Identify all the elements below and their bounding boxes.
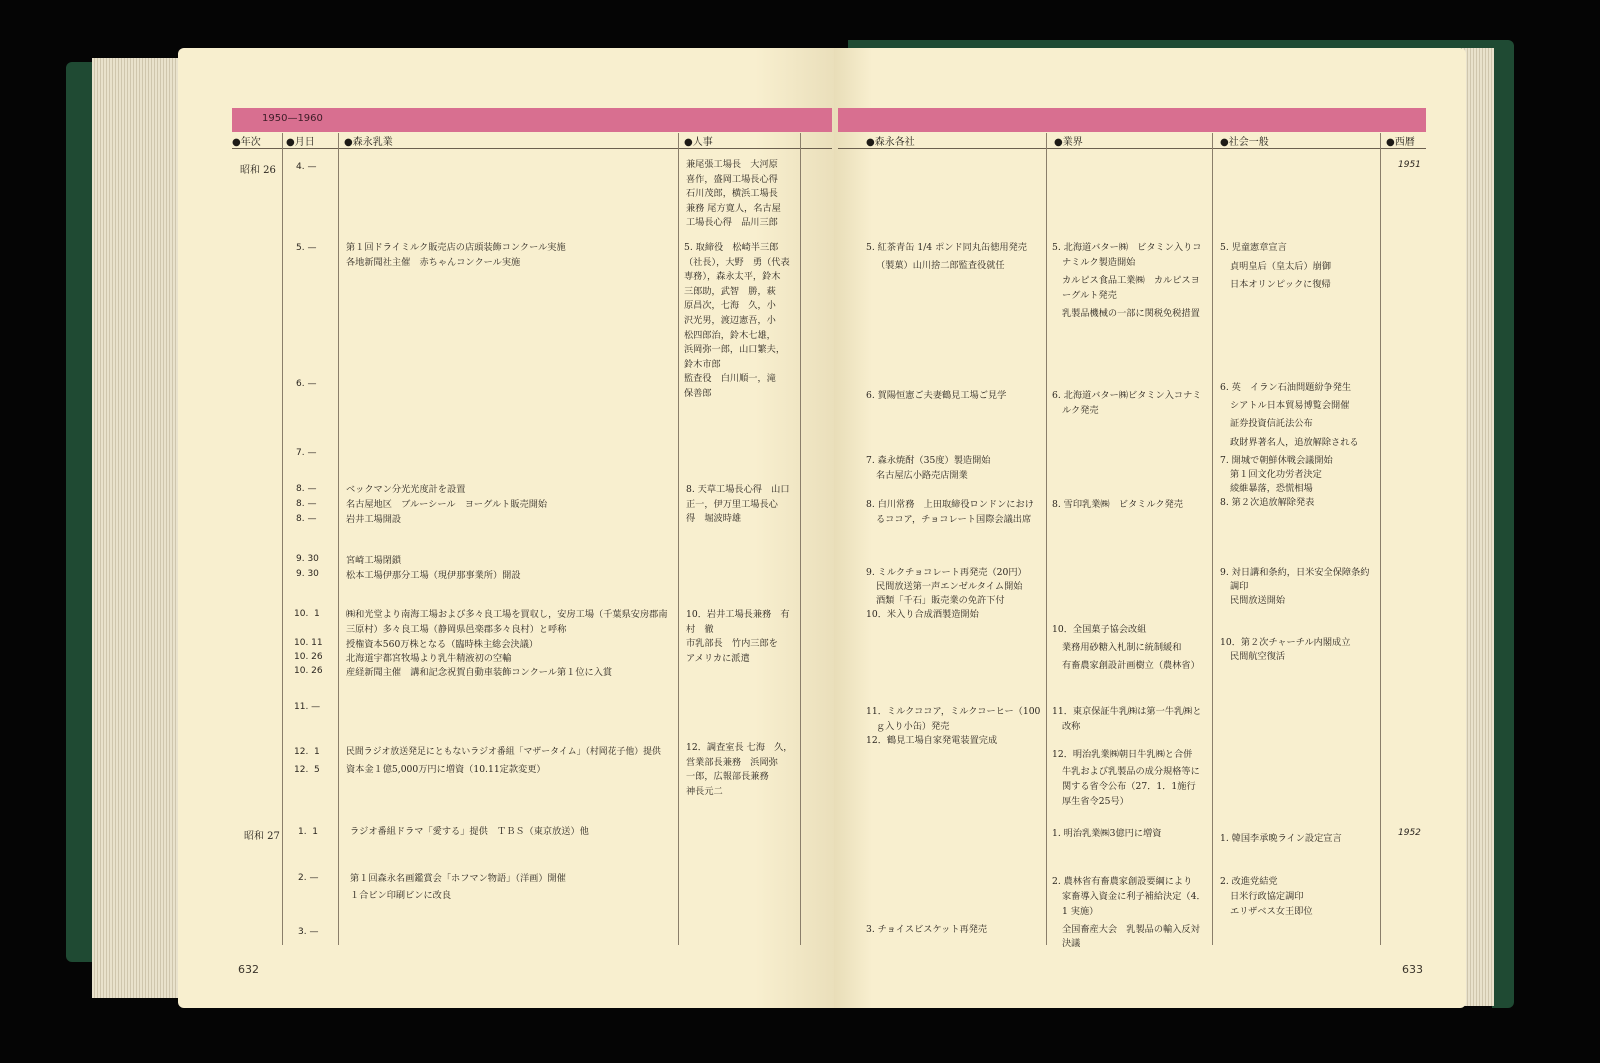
morinaga-entry: ベックマン分光光度計を設置: [346, 484, 466, 495]
society-entry: 民間放送開始: [1230, 595, 1286, 606]
group-entry: 5. 紅茶青缶 1/4 ポンド同丸缶徳用発売: [866, 242, 1027, 253]
society-entry: 民間航空復活: [1230, 651, 1286, 662]
divider: [338, 133, 339, 945]
morinaga-entry: 三原村）多々良工場（静岡県邑楽郡多々良村）と呼称: [346, 624, 567, 635]
group-entry: 8. 白川常務 上田取締役ロンドンにおけ: [866, 499, 1034, 510]
industry-entry: 1 実施）: [1062, 906, 1099, 917]
date: 10. 26: [294, 652, 323, 662]
morinaga-entry: 北海道宇都宮牧場より乳牛精液初の空輸: [346, 653, 512, 664]
industry-entry: 厚生省令25号）: [1062, 796, 1129, 807]
morinaga-entry: 宮崎工場閉鎖: [346, 555, 402, 566]
morinaga-entry: 第１回森永名画鑑賞会「ホフマン物語」（洋画）開催: [350, 873, 566, 884]
page-number-left: 632: [238, 963, 259, 976]
society-entry: シアトル日本貿易博覧会開催: [1230, 400, 1350, 411]
group-entry: 3. チョイスビスケット再発売: [866, 924, 988, 935]
date: 9. 30: [296, 569, 319, 579]
date: 10. 1: [294, 609, 320, 619]
year-label: 昭和 26: [240, 165, 276, 176]
col-header-western: ●西暦: [1386, 137, 1415, 148]
date: 7. —: [296, 448, 317, 458]
date: 11. —: [294, 702, 321, 712]
group-entry: 6. 賀陽恒憲ご夫妻鶴見工場ご見学: [866, 390, 1007, 401]
page-edges-left: [92, 58, 180, 998]
date: 8. —: [296, 514, 317, 524]
morinaga-entry: 各地新聞社主催 赤ちゃんコンクール実施: [346, 257, 521, 268]
date: 3. —: [298, 927, 319, 937]
morinaga-entry: 第１回ドライミルク販売店の店頭装飾コンクール実施: [346, 242, 566, 253]
group-entry: ｇ入り小缶）発売: [876, 721, 950, 732]
society-entry: 日米行政協定調印: [1230, 891, 1304, 902]
group-entry: 11．ミルクココア，ミルクコーヒー（100: [866, 706, 1041, 717]
industry-entry: 業務用砂糖入札制に統制緩和: [1062, 642, 1182, 653]
date: 5. —: [296, 243, 317, 253]
morinaga-entry: 名古屋地区 ブルーシール ヨーグルト販売開始: [346, 499, 548, 510]
society-entry: 綾維暴落，恐慌相場: [1230, 483, 1313, 494]
date: 8. —: [296, 499, 317, 509]
col-header-month: ●月日: [286, 137, 315, 148]
society-entry: 2. 改進党結党: [1220, 876, 1278, 887]
header-rule-left: [232, 148, 832, 149]
industry-entry: 改称: [1062, 721, 1081, 732]
industry-entry: 6. 北海道バター㈱ビタミン入コナミ: [1052, 390, 1202, 401]
industry-entry: 5. 北海道バター㈱ ビタミン入りコ: [1052, 242, 1202, 253]
industry-entry: 家畜導入資金に利子補給決定（4．: [1062, 891, 1206, 902]
industry-entry: 牛乳および乳製品の成分規格等に: [1062, 766, 1200, 777]
western-year: 1951: [1398, 160, 1421, 170]
right-page: [834, 48, 1466, 1008]
morinaga-entry: 民間ラジオ放送発足にともないラジオ番組「マザータイム」（村岡花子他）提供: [346, 747, 661, 757]
divider: [800, 133, 801, 945]
industry-entry: ルク発売: [1062, 405, 1099, 416]
society-entry: 政財界著名人，追放解除される: [1230, 437, 1359, 448]
society-entry: エリザベス女王即位: [1230, 906, 1313, 917]
industry-entry: ーグルト発売: [1062, 290, 1117, 301]
col-header-year: ●年次: [232, 137, 261, 148]
date: 8. —: [296, 484, 317, 494]
morinaga-entry: 産経新聞主催 講和記念祝賀自動車装飾コンクール第１位に入賞: [346, 667, 613, 678]
industry-entry: 1. 明治乳業㈱3億円に増資: [1052, 828, 1162, 839]
group-entry: 酒類「千石」販売業の免許下付: [876, 595, 1005, 606]
date: 9. 30: [296, 554, 319, 564]
industry-entry: ナミルク製造開始: [1062, 257, 1136, 268]
date: 2. —: [298, 873, 319, 883]
date: 12. 5: [294, 765, 320, 775]
morinaga-entry: 岩井工場開設: [346, 514, 402, 525]
year-label: 昭和 27: [244, 831, 280, 842]
divider: [678, 133, 679, 945]
personnel-entry: 8. 天草工場長心得 山口 正一，伊万里工場長心 得 堀波時雄: [686, 484, 790, 525]
group-entry: （製菓）山川捨二郎監査役就任: [876, 260, 1005, 271]
divider: [282, 133, 283, 945]
morinaga-entry: ラジオ番組ドラマ「愛する」提供 ＴＢＳ（東京放送）他: [350, 826, 589, 837]
morinaga-entry: １合ビン印刷ビンに改良: [350, 890, 452, 901]
industry-entry: 有畜農家創設計画樹立（農林省）: [1062, 660, 1200, 671]
group-entry: るココア，チョコレート国際会議出席: [876, 514, 1032, 525]
date: 4. —: [296, 162, 317, 172]
western-year: 1952: [1398, 828, 1421, 838]
industry-entry: カルピス食品工業㈱ カルピスヨ: [1062, 275, 1200, 286]
industry-entry: 10．全国菓子協会改組: [1052, 624, 1147, 635]
industry-entry: 決議: [1062, 938, 1081, 949]
date: 6. —: [296, 379, 317, 389]
society-entry: 貞明皇后（皇太后）崩御: [1230, 261, 1332, 272]
col-header-personnel: ●人事: [684, 137, 713, 148]
personnel-entry: 5. 取締役 松崎半三郎 （社長），大野 勇（代表 専務），森永太平，鈴木 三郎助，武智 勝，萩 原昌次，七海 久，小 沢光男，渡辺憲吾，小 松四郎治，鈴木七雄， 浜岡弥一郎，山口繁夫， 鈴木市郎 監査役 白川順一，滝 保善郎: [684, 242, 790, 399]
date: 12. 1: [294, 747, 320, 757]
col-header-society: ●社会一般: [1220, 137, 1269, 148]
society-entry: 6. 英 イラン石油問題紛争発生: [1220, 382, 1352, 393]
personnel-entry: 兼尾張工場長 大河原 喜作，盛岡工場長心得 石川茂郎，横浜工場長 兼務 尾方寛人，名古屋 工場長心得 品川三郎: [686, 159, 781, 229]
col-header-industry: ●業界: [1054, 137, 1083, 148]
group-entry: 民間放送第一声エンゼルタイム開始: [876, 581, 1023, 592]
date: 10. 11: [294, 638, 323, 648]
year-range-label: 1950—1960: [262, 113, 323, 124]
society-entry: 9. 対日講和条約，日米安全保障条約: [1220, 567, 1370, 578]
industry-entry: 2. 農林省有畜農家創設要綱により: [1052, 876, 1193, 887]
morinaga-entry: ㈱和光堂より南海工場および多々良工場を買収し，安房工場（千葉県安房郡南: [346, 609, 668, 620]
society-entry: 日本オリンピックに復帰: [1230, 279, 1331, 290]
group-entry: 名古屋広小路売店開業: [876, 470, 968, 481]
divider: [1212, 133, 1213, 945]
society-entry: 7. 開城で朝鮮休戦会議開始: [1220, 455, 1333, 466]
book-cover-right: [1492, 40, 1514, 1008]
society-entry: 調印: [1230, 581, 1249, 592]
personnel-entry: 12．調査室長 七海 久， 営業部長兼務 浜岡弥 一郎，広報部長兼務 神長元二: [686, 742, 793, 797]
personnel-entry: 10．岩井工場長兼務 有 村 徹 市乳部長 竹内三郎を アメリカに派遣: [686, 609, 790, 664]
morinaga-entry: 資本金１億5,000万円に増資（10.11定款変更）: [346, 764, 546, 775]
date: 1. 1: [298, 827, 319, 837]
morinaga-entry: 授権資本560万株となる（臨時株主総会決議）: [346, 639, 539, 650]
header-band-right: [838, 108, 1426, 132]
date: 10. 26: [294, 666, 323, 676]
industry-entry: 8. 雪印乳業㈱ ビタミルク発売: [1052, 499, 1183, 510]
group-entry: 10．米入り合成酒製造開始: [866, 609, 979, 620]
col-header-group: ●森永各社: [866, 137, 915, 148]
header-rule-right: [838, 148, 1426, 149]
group-entry: 9. ミルクチョコレート再発売（20円）: [866, 567, 1027, 578]
society-entry: 5. 児童憲章宣言: [1220, 242, 1287, 253]
society-entry: 証券投資信託法公布: [1230, 418, 1313, 429]
col-header-morinaga: ●森永乳業: [344, 137, 393, 148]
society-entry: 8. 第２次追放解除発表: [1220, 497, 1315, 508]
industry-entry: 11．東京保証牛乳㈱は第一牛乳㈱と: [1052, 706, 1202, 717]
industry-entry: 12．明治乳業㈱朝日牛乳㈱と合併: [1052, 749, 1193, 760]
group-entry: 12．鶴見工場自家発電装置完成: [866, 735, 998, 746]
industry-entry: 全国畜産大会 乳製品の輸入反対: [1062, 924, 1200, 935]
industry-entry: 乳製品機械の一部に関税免税措置: [1062, 308, 1200, 319]
page-edges-right: [1462, 48, 1494, 1006]
divider: [1380, 133, 1381, 945]
society-entry: 第１回文化功労者決定: [1230, 469, 1322, 480]
page-number-right: 633: [1402, 963, 1423, 976]
group-entry: 7. 森永焼酎（35度）製造開始: [866, 455, 991, 466]
society-entry: 10．第２次チャーチル内閣成立: [1220, 637, 1351, 648]
morinaga-entry: 松本工場伊那分工場（現伊那事業所）開設: [346, 570, 521, 581]
society-entry: 1. 韓国李承晩ライン設定宣言: [1220, 833, 1342, 844]
divider: [1046, 133, 1047, 945]
industry-entry: 関する省令公布（27．1．1施行: [1062, 781, 1196, 792]
